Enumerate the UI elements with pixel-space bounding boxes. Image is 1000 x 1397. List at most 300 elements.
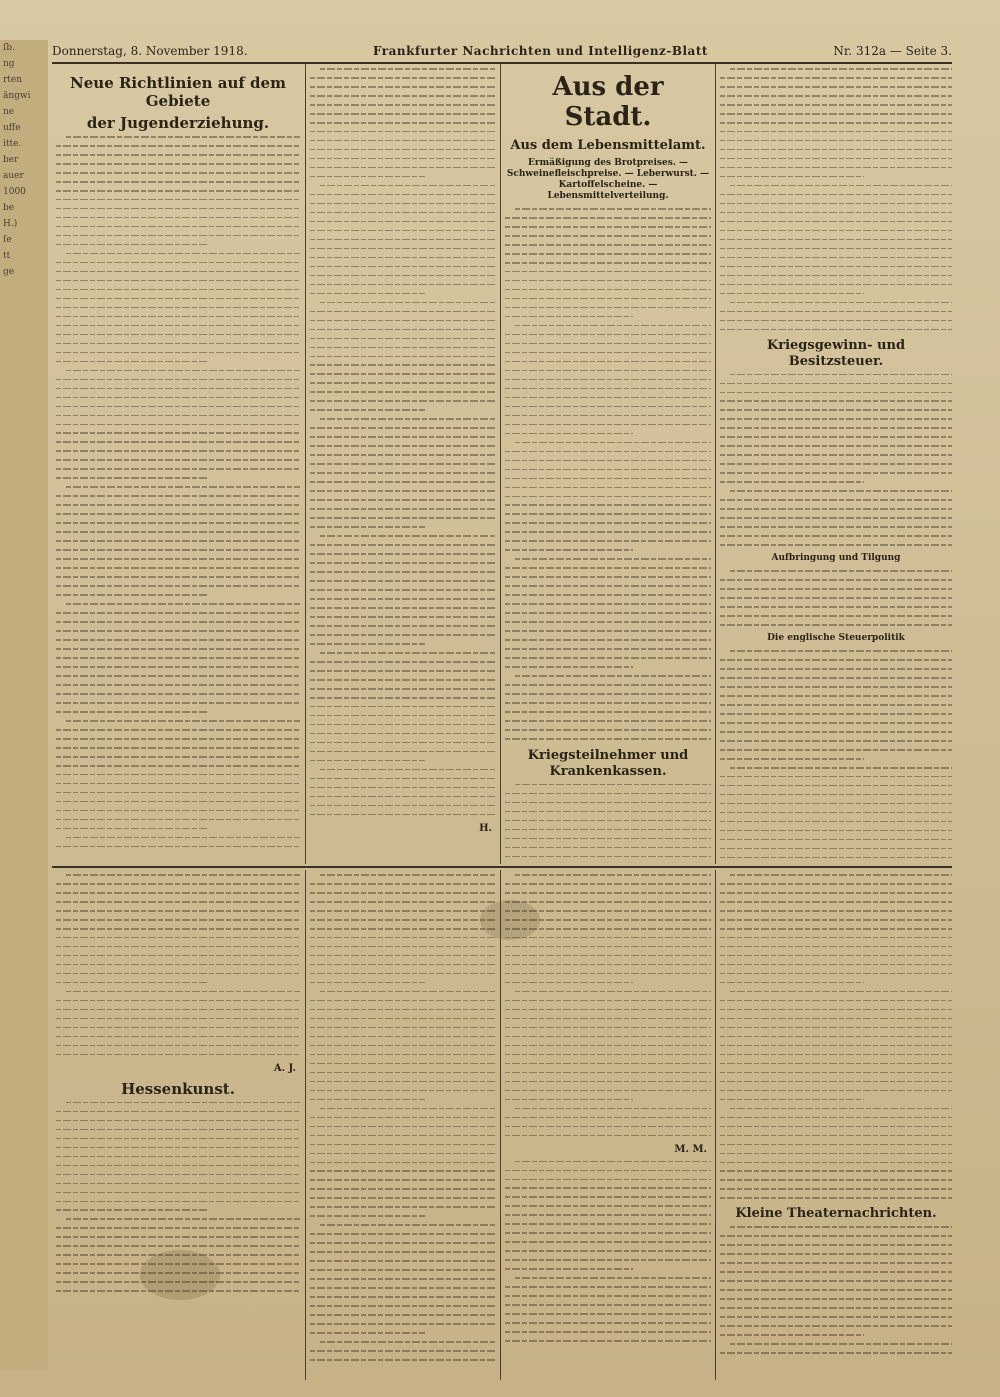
text-line bbox=[310, 1036, 496, 1038]
text-line bbox=[310, 670, 496, 672]
text-line bbox=[505, 612, 711, 614]
text-line bbox=[720, 1271, 952, 1273]
text-line bbox=[56, 693, 300, 695]
article-title: Kriegsteilnehmer und Krankenkassen. bbox=[527, 747, 689, 779]
text-line bbox=[310, 329, 496, 331]
text-line bbox=[56, 325, 300, 327]
text-line bbox=[720, 812, 952, 814]
text-line bbox=[720, 293, 864, 295]
text-line bbox=[56, 450, 300, 452]
text-line bbox=[720, 624, 952, 626]
text-line bbox=[56, 801, 300, 803]
text-line bbox=[505, 1313, 711, 1315]
text-line bbox=[505, 1304, 711, 1306]
text-line bbox=[720, 517, 952, 519]
text-line bbox=[56, 648, 300, 650]
text-line bbox=[505, 1331, 711, 1333]
text-line bbox=[505, 1295, 711, 1297]
text-line bbox=[66, 991, 300, 993]
text-line bbox=[515, 442, 711, 444]
edge-fragment: ber bbox=[3, 155, 19, 165]
text-line bbox=[56, 1227, 300, 1229]
text-line bbox=[720, 481, 864, 483]
text-line bbox=[310, 706, 496, 708]
text-line bbox=[56, 783, 300, 785]
text-line bbox=[56, 504, 300, 506]
text-line bbox=[56, 163, 300, 165]
text-line bbox=[310, 1045, 496, 1047]
text-line bbox=[720, 910, 952, 912]
text-line bbox=[720, 1352, 952, 1354]
text-line bbox=[56, 1147, 300, 1149]
text-line bbox=[310, 1359, 496, 1361]
text-line bbox=[720, 803, 952, 805]
text-line bbox=[505, 478, 711, 480]
text-line bbox=[56, 973, 300, 975]
text-line bbox=[505, 1126, 711, 1128]
text-line bbox=[720, 329, 952, 331]
text-line bbox=[310, 257, 496, 259]
text-line bbox=[56, 459, 300, 461]
issue-date: Donnerstag, 8. November 1918. bbox=[52, 44, 248, 58]
text-line bbox=[310, 733, 496, 735]
text-line bbox=[56, 226, 300, 228]
text-line bbox=[505, 1090, 711, 1092]
text-line bbox=[505, 630, 711, 632]
text-line bbox=[720, 1197, 952, 1199]
text-line bbox=[720, 821, 952, 823]
text-line bbox=[310, 1332, 425, 1334]
text-line bbox=[720, 472, 952, 474]
text-line bbox=[56, 513, 300, 515]
text-line bbox=[720, 686, 952, 688]
text-line bbox=[310, 946, 496, 948]
article-body bbox=[505, 784, 711, 864]
text-line bbox=[310, 634, 496, 636]
text-line bbox=[310, 973, 496, 975]
text-line bbox=[310, 982, 425, 984]
text-line bbox=[720, 400, 952, 402]
text-line bbox=[505, 1214, 711, 1216]
text-line bbox=[720, 722, 952, 724]
text-line bbox=[56, 1129, 300, 1131]
text-line bbox=[310, 203, 496, 205]
text-line bbox=[505, 352, 711, 354]
text-line bbox=[505, 531, 711, 533]
text-line bbox=[310, 400, 496, 402]
text-line bbox=[56, 1000, 300, 1002]
text-line bbox=[720, 695, 952, 697]
text-line bbox=[720, 167, 952, 169]
text-line bbox=[720, 257, 952, 259]
text-line bbox=[56, 352, 300, 354]
text-line bbox=[720, 588, 952, 590]
text-line bbox=[310, 1027, 496, 1029]
text-line bbox=[505, 496, 711, 498]
text-line bbox=[720, 1235, 952, 1237]
text-line bbox=[505, 460, 711, 462]
article-body bbox=[310, 874, 496, 1361]
text-line bbox=[720, 392, 952, 394]
text-line bbox=[310, 928, 496, 930]
text-line bbox=[730, 1108, 952, 1110]
text-line bbox=[310, 892, 496, 894]
text-line bbox=[310, 1314, 496, 1316]
article-body bbox=[720, 68, 952, 330]
text-line bbox=[56, 217, 300, 219]
text-line bbox=[505, 549, 633, 551]
text-line bbox=[310, 1090, 496, 1092]
text-line bbox=[310, 1278, 496, 1280]
text-line bbox=[66, 720, 300, 722]
text-line bbox=[56, 919, 300, 921]
text-line bbox=[505, 397, 711, 399]
edge-fragment: uffe bbox=[3, 123, 21, 133]
text-line bbox=[310, 526, 425, 528]
text-line bbox=[720, 883, 952, 885]
text-line bbox=[505, 901, 711, 903]
section-subtitle: Aus dem Lebensmittelamt. bbox=[510, 138, 706, 153]
text-line bbox=[56, 1209, 207, 1211]
text-line bbox=[505, 1072, 711, 1074]
text-line bbox=[310, 598, 496, 600]
text-line bbox=[310, 293, 425, 295]
article-youth-education bbox=[56, 68, 300, 864]
text-line bbox=[310, 1018, 496, 1020]
column-rule bbox=[715, 64, 716, 864]
text-line bbox=[720, 1162, 952, 1164]
text-line bbox=[56, 937, 300, 939]
text-line bbox=[505, 433, 633, 435]
text-line bbox=[56, 379, 300, 381]
edge-fragment: be bbox=[3, 203, 15, 213]
article-signature: H. bbox=[479, 822, 492, 834]
text-line bbox=[56, 477, 207, 479]
text-line bbox=[56, 1183, 300, 1185]
text-line bbox=[720, 1117, 952, 1119]
text-line bbox=[505, 802, 711, 804]
text-line bbox=[310, 1135, 496, 1137]
article-body bbox=[505, 1161, 711, 1342]
text-line bbox=[310, 1287, 496, 1289]
text-line bbox=[56, 1045, 300, 1047]
text-line bbox=[310, 1305, 496, 1307]
edge-fragment: ſe bbox=[3, 235, 12, 245]
text-line bbox=[310, 347, 496, 349]
text-line bbox=[505, 657, 711, 659]
text-line bbox=[56, 684, 300, 686]
paper-stain bbox=[480, 900, 540, 940]
text-line bbox=[505, 1187, 711, 1189]
text-line bbox=[56, 612, 300, 614]
edge-fragment: 1000 bbox=[3, 187, 26, 197]
text-line bbox=[66, 486, 300, 488]
text-line bbox=[730, 1343, 952, 1345]
text-line bbox=[310, 499, 496, 501]
text-line bbox=[310, 239, 496, 241]
text-line bbox=[56, 415, 300, 417]
text-line bbox=[730, 490, 952, 492]
text-line bbox=[310, 95, 496, 97]
text-line bbox=[720, 1054, 952, 1056]
text-line bbox=[505, 469, 711, 471]
text-line bbox=[720, 436, 952, 438]
text-line bbox=[505, 856, 711, 858]
text-line bbox=[310, 607, 496, 609]
text-line bbox=[56, 531, 300, 533]
text-line bbox=[320, 1108, 496, 1110]
column-rule bbox=[500, 64, 501, 864]
text-line bbox=[505, 1135, 711, 1137]
text-line bbox=[310, 1215, 425, 1217]
text-line bbox=[505, 1205, 711, 1207]
text-line bbox=[310, 778, 496, 780]
text-line bbox=[720, 964, 952, 966]
paper-stain bbox=[140, 1250, 220, 1300]
text-line bbox=[515, 1161, 711, 1163]
text-line bbox=[720, 445, 952, 447]
text-line bbox=[310, 1054, 496, 1056]
article-signature: A. J. bbox=[273, 1062, 296, 1074]
text-line bbox=[56, 828, 207, 830]
text-line bbox=[56, 406, 300, 408]
text-line bbox=[56, 172, 300, 174]
text-line bbox=[56, 343, 300, 345]
text-line bbox=[56, 397, 300, 399]
text-line bbox=[310, 571, 496, 573]
text-line bbox=[505, 684, 711, 686]
text-line bbox=[56, 738, 300, 740]
text-line bbox=[505, 451, 711, 453]
text-line bbox=[515, 325, 711, 327]
text-line bbox=[310, 901, 496, 903]
text-line bbox=[505, 585, 711, 587]
text-line bbox=[320, 68, 496, 70]
text-line bbox=[310, 1063, 496, 1065]
text-line bbox=[505, 415, 711, 417]
text-line bbox=[310, 230, 496, 232]
text-line bbox=[505, 639, 711, 641]
text-line bbox=[505, 271, 711, 273]
text-line bbox=[720, 176, 864, 178]
text-line bbox=[320, 874, 496, 876]
text-line bbox=[320, 991, 496, 993]
text-line bbox=[720, 919, 952, 921]
text-line bbox=[720, 713, 952, 715]
text-line bbox=[720, 668, 952, 670]
text-line bbox=[310, 805, 496, 807]
text-line bbox=[320, 302, 496, 304]
text-line bbox=[505, 343, 711, 345]
text-line bbox=[56, 846, 300, 848]
text-line bbox=[310, 1197, 496, 1199]
edge-fragment: ge bbox=[3, 267, 15, 277]
text-line bbox=[56, 982, 207, 984]
text-line bbox=[56, 1036, 300, 1038]
text-line bbox=[310, 796, 496, 798]
page-number: Nr. 312a — Seite 3. bbox=[833, 44, 952, 58]
text-line bbox=[720, 1316, 952, 1318]
text-line bbox=[505, 648, 711, 650]
text-line bbox=[310, 131, 496, 133]
text-line bbox=[720, 427, 952, 429]
text-line bbox=[720, 248, 952, 250]
text-line bbox=[720, 704, 952, 706]
text-line bbox=[730, 650, 952, 652]
text-line bbox=[720, 1063, 952, 1065]
text-line bbox=[310, 409, 425, 411]
text-line bbox=[66, 874, 300, 876]
text-line bbox=[320, 769, 496, 771]
text-line bbox=[310, 661, 496, 663]
text-line bbox=[310, 427, 496, 429]
text-line bbox=[505, 540, 711, 542]
text-line bbox=[310, 919, 496, 921]
text-line bbox=[320, 418, 496, 420]
edge-fragment: itte. bbox=[3, 139, 22, 149]
text-line bbox=[505, 298, 711, 300]
text-line bbox=[720, 1253, 952, 1255]
text-line bbox=[730, 68, 952, 70]
text-line bbox=[310, 508, 496, 510]
text-line bbox=[505, 424, 711, 426]
article-body bbox=[310, 68, 496, 815]
text-line bbox=[310, 1117, 496, 1119]
text-line bbox=[310, 248, 496, 250]
text-line bbox=[720, 1099, 864, 1101]
text-line bbox=[56, 810, 300, 812]
text-line bbox=[56, 1138, 300, 1140]
text-line bbox=[505, 946, 711, 948]
text-line bbox=[730, 374, 952, 376]
text-line bbox=[505, 1117, 711, 1119]
article-review-continued bbox=[505, 874, 711, 1374]
text-line bbox=[310, 140, 496, 142]
text-line bbox=[310, 1296, 496, 1298]
text-line bbox=[66, 1218, 300, 1220]
text-line bbox=[505, 1045, 711, 1047]
text-line bbox=[56, 522, 300, 524]
text-line bbox=[56, 711, 207, 713]
text-line bbox=[515, 1277, 711, 1279]
text-line bbox=[505, 522, 711, 524]
text-line bbox=[66, 136, 300, 138]
text-line bbox=[310, 1072, 496, 1074]
text-line bbox=[720, 454, 952, 456]
text-line bbox=[310, 1323, 496, 1325]
text-line bbox=[730, 991, 952, 993]
text-line bbox=[720, 731, 952, 733]
text-line bbox=[310, 122, 496, 124]
text-line bbox=[505, 1241, 711, 1243]
text-line bbox=[320, 185, 496, 187]
text-line bbox=[310, 167, 496, 169]
text-line bbox=[310, 1170, 496, 1172]
text-line bbox=[720, 95, 952, 97]
article-title: Kleine Theaternachrichten. bbox=[735, 1206, 937, 1222]
text-line bbox=[310, 1009, 496, 1011]
text-line bbox=[56, 928, 300, 930]
column-rule bbox=[500, 870, 501, 1380]
text-line bbox=[720, 104, 952, 106]
text-line bbox=[310, 1126, 496, 1128]
edge-fragment: H.) bbox=[3, 219, 18, 229]
text-line bbox=[56, 1245, 300, 1247]
text-line bbox=[56, 1018, 300, 1020]
article-signature: M. M. bbox=[674, 1143, 707, 1155]
text-line bbox=[505, 1099, 633, 1101]
text-line bbox=[505, 973, 711, 975]
text-line bbox=[310, 742, 496, 744]
text-line bbox=[310, 284, 496, 286]
text-line bbox=[720, 749, 952, 751]
text-line bbox=[720, 1307, 952, 1309]
text-line bbox=[310, 751, 496, 753]
text-line bbox=[720, 677, 952, 679]
text-line bbox=[56, 181, 300, 183]
text-line bbox=[56, 964, 300, 966]
text-line bbox=[310, 715, 496, 717]
text-line bbox=[505, 1223, 711, 1225]
text-line bbox=[310, 688, 496, 690]
text-line bbox=[505, 1250, 711, 1252]
text-line bbox=[505, 1009, 711, 1011]
text-line bbox=[505, 1322, 711, 1324]
text-line bbox=[310, 1144, 496, 1146]
text-line bbox=[720, 409, 952, 411]
text-line bbox=[310, 158, 496, 160]
text-line bbox=[56, 1009, 300, 1011]
text-line bbox=[310, 391, 496, 393]
text-line bbox=[310, 1179, 496, 1181]
text-line bbox=[505, 576, 711, 578]
text-line bbox=[310, 1350, 496, 1352]
text-line bbox=[310, 113, 496, 115]
article-title: Kriegsgewinn- und Besitzsteuer. bbox=[766, 337, 906, 369]
text-line bbox=[505, 379, 711, 381]
text-line bbox=[720, 284, 952, 286]
text-line bbox=[56, 549, 300, 551]
text-line bbox=[505, 1259, 711, 1261]
masthead: Frankfurter Nachrichten und Intelligenz-Blatt bbox=[373, 44, 708, 58]
text-line bbox=[310, 580, 496, 582]
text-line bbox=[56, 576, 300, 578]
article-body bbox=[720, 570, 952, 626]
text-line bbox=[505, 829, 711, 831]
text-line bbox=[310, 338, 496, 340]
text-line bbox=[505, 982, 633, 984]
text-line bbox=[310, 1242, 496, 1244]
text-line bbox=[505, 217, 711, 219]
text-line bbox=[310, 814, 496, 816]
text-line bbox=[720, 1045, 952, 1047]
text-line bbox=[505, 729, 711, 731]
text-line bbox=[720, 499, 952, 501]
text-line bbox=[720, 937, 952, 939]
text-line bbox=[56, 675, 300, 677]
text-line bbox=[720, 615, 952, 617]
text-line bbox=[56, 199, 300, 201]
text-line bbox=[720, 508, 952, 510]
text-line bbox=[720, 1280, 952, 1282]
text-line bbox=[720, 544, 952, 546]
article-tax bbox=[720, 68, 952, 864]
text-line bbox=[56, 307, 300, 309]
text-line bbox=[505, 711, 711, 713]
text-line bbox=[720, 982, 864, 984]
text-line bbox=[310, 382, 496, 384]
text-line bbox=[310, 86, 496, 88]
